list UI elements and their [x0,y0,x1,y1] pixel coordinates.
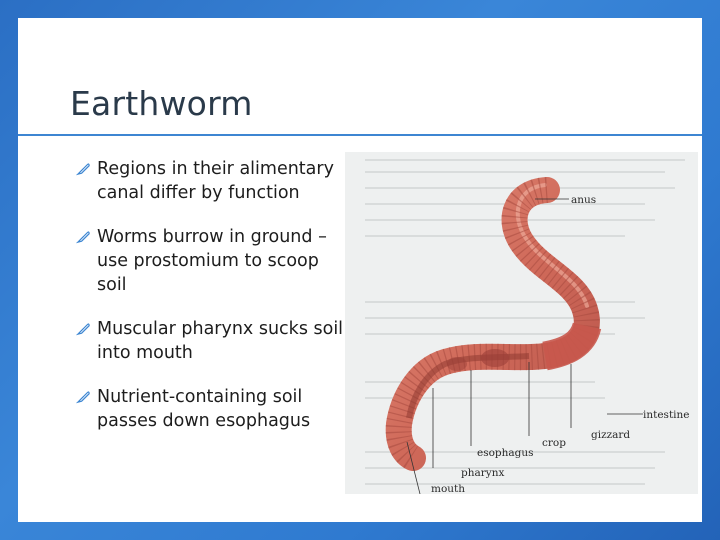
label-anus: anus [571,194,597,206]
bullet-list [76,157,348,453]
feather-quill-icon [76,229,91,244]
bullet-item [76,317,348,365]
label-pharynx: pharynx [461,467,505,479]
slide [18,18,702,522]
bullet-text: Muscular pharynx sucks soil into mouth [97,319,344,363]
clitellum [545,326,587,356]
earthworm-diagram [345,152,698,494]
crop-organ [447,357,467,371]
bullet-item [76,385,348,433]
label-crop: crop [542,437,566,449]
title-divider [18,134,702,136]
feather-quill-icon [76,161,91,176]
label-intestine: intestine [643,409,690,421]
earthworm-illustration [345,152,698,494]
slide-title: Earthworm [70,84,253,123]
feather-quill-icon [76,389,91,404]
gizzard-organ [481,349,509,367]
worm-segments [399,190,587,458]
bullet-text: Nutrient-containing soil passes down esophagus [97,387,311,431]
feather-quill-icon [76,321,91,336]
bullet-item [76,157,348,205]
label-gizzard: gizzard [591,429,631,441]
bullet-text: Worms burrow in ground – use prostomium to scoop soil [97,227,327,295]
label-mouth: mouth [431,483,466,494]
title-area [18,18,702,134]
label-esophagus: esophagus [477,447,534,459]
worm-body [399,190,587,458]
bullet-text: Regions in their alimentary canal differ by function [97,159,334,203]
bullet-item [76,225,348,297]
